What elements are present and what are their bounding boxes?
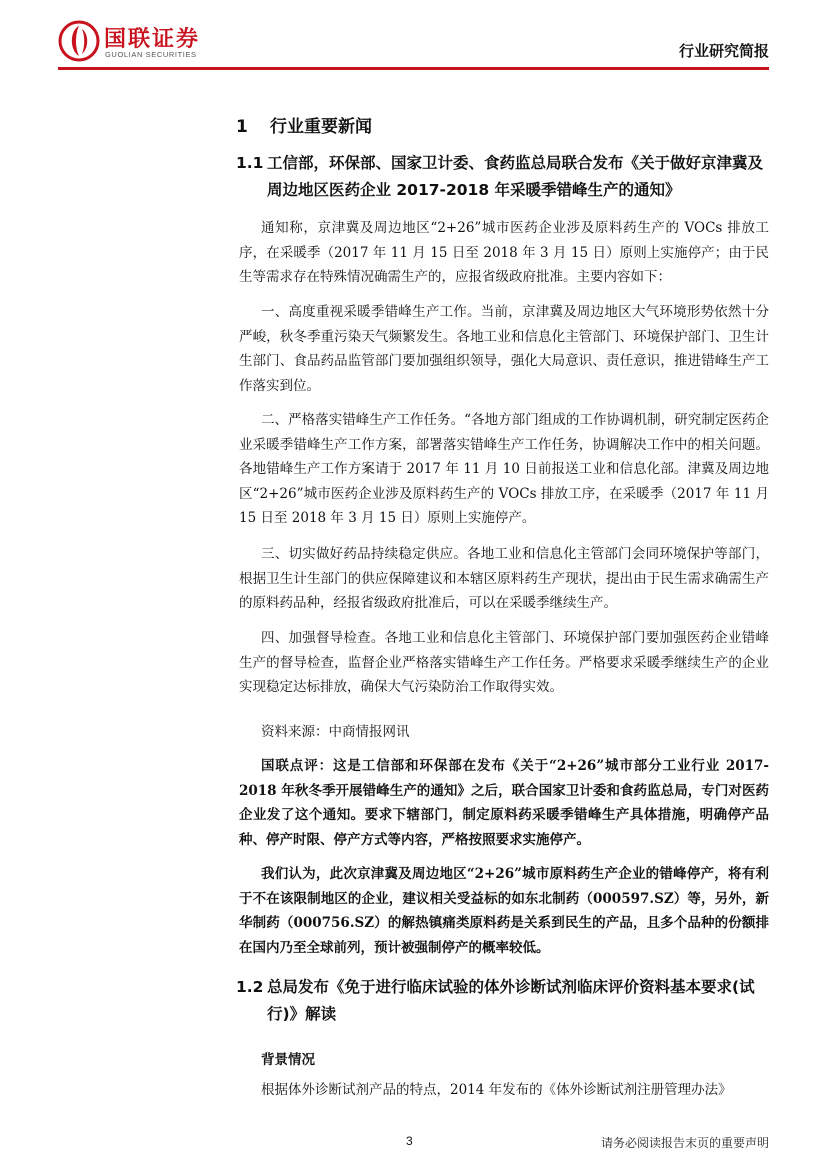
report-type-label: 行业研究简报 <box>678 42 769 60</box>
section-heading-1 <box>236 112 372 137</box>
company-logo <box>58 20 228 62</box>
subsection-title: 工信部，环保部、国家卫计委、食药监总局联合发布《关于做好京津冀及周边地区医药企业 2017-2018 年采暖季错峰生产的通知》 <box>267 154 764 199</box>
header-divider <box>58 67 769 70</box>
subsection-number: 1.2 <box>236 978 264 996</box>
analyst-opinion: 我们认为，此次京津冀及周边地区“2+26”城市原料药生产企业的错峰停产，将有利于不在该限制地区的企业，建议相关受益标的如东北制药（000597.SZ）等，另外，新华制药（000756.SZ）的解热镇痛类原料药是关系到民生的产品，且多个品种的份额排在国内乃至全球前列，预计被强制停产的概率较低。 <box>239 866 769 956</box>
sub-heading-background: 背景情况 <box>261 1052 315 1068</box>
body-paragraph: 三、切实做好药品持续稳定供应。各地工业和信息化主管部门会同环境保护等部门，根据卫生计生部门的供应保障建议和本辖区原料药生产现状，提出由于民生需求确需生产的原料药品种，经报省级政府批准后，可以在采暖季继续生产。 <box>239 546 769 611</box>
logo-text-cn: 国联证券 <box>104 27 201 52</box>
body-paragraph: 四、加强督导检查。各地工业和信息化主管部门、环境保护部门要加强医药企业错峰生产的督导检查，监督企业严格落实错峰生产工作任务。严格要求采暖季继续生产的企业实现稳定达标排放，确保大气污染防治工作取得实效。 <box>239 630 769 695</box>
section-title: 行业重要新闻 <box>270 117 372 137</box>
logo-mark-icon <box>58 20 100 62</box>
analyst-comment: 国联点评：这是工信部和环保部在发布《关于“2+26”城市部分工业行业 2017-2018 年秋冬季开展错峰生产的通知》之后，联合国家卫计委和食药监总局，专门对医药企业发了这个通知。要求下辖部门，制定原料药采暖季错峰生产具体措施，明确停产品种、停产时限、停产方式等内容，严格按照要求实施停产。 <box>239 758 769 848</box>
body-paragraph: 通知称，京津冀及周边地区“2+26”城市医药企业涉及原料药生产的 VOCs 排放工序，在采暖季（2017 年 11 月 15 日至 2018 年 3 月 15 日）原则上实施停产；由于民生等需求存在特殊情况确需生产的，应报省级政府批准。主要内容如下： <box>239 220 769 285</box>
body-paragraph: 根据体外诊断试剂产品的特点，2014 年发布的《体外诊断试剂注册管理办法》 <box>261 1082 732 1098</box>
body-paragraph: 一、高度重视采暖季错峰生产工作。当前，京津冀及周边地区大气环境形势依然十分严峻，秋冬季重污染天气频繁发生。各地工业和信息化主管部门、环境保护部门、卫生计生部门、食品药品监管部门要加强组织领导，强化大局意识、责任意识，推进错峰生产工作落实到位。 <box>239 304 769 394</box>
subsection-title: 总局发布《免于进行临床试验的体外诊断试剂临床评价资料基本要求(试行)》解读 <box>267 978 755 1023</box>
logo-text-en: GUOLIAN SECURITIES <box>105 50 197 59</box>
subsection-heading-1-2 <box>236 974 776 1028</box>
body-paragraph: 二、严格落实错峰生产工作任务。“各地方部门组成的工作协调机制，研究制定医药企业采暖季错峰生产工作方案，部署落实错峰生产工作任务，协调解决工作中的相关问题。各地错峰生产工作方案请于 2017 年 11 月 10 日前报送工业和信息化部。津冀及周边地区“2+26”城市医药企业涉及原料药生产的 VOCs 排放工序，在采暖季（2017 年 11 月 15 日至 2018 年 3 月 15 日）原则上实施停产。 <box>239 412 769 526</box>
subsection-number: 1.1 <box>236 154 264 172</box>
section-number: 1 <box>236 117 248 137</box>
disclaimer-note: 请务必阅读报告末页的重要声明 <box>600 1136 769 1150</box>
page-header <box>0 0 827 70</box>
source-note: 资料来源：中商情报网讯 <box>261 724 410 740</box>
subsection-heading-1-1 <box>236 150 776 204</box>
page-number: 3 <box>406 1134 413 1148</box>
